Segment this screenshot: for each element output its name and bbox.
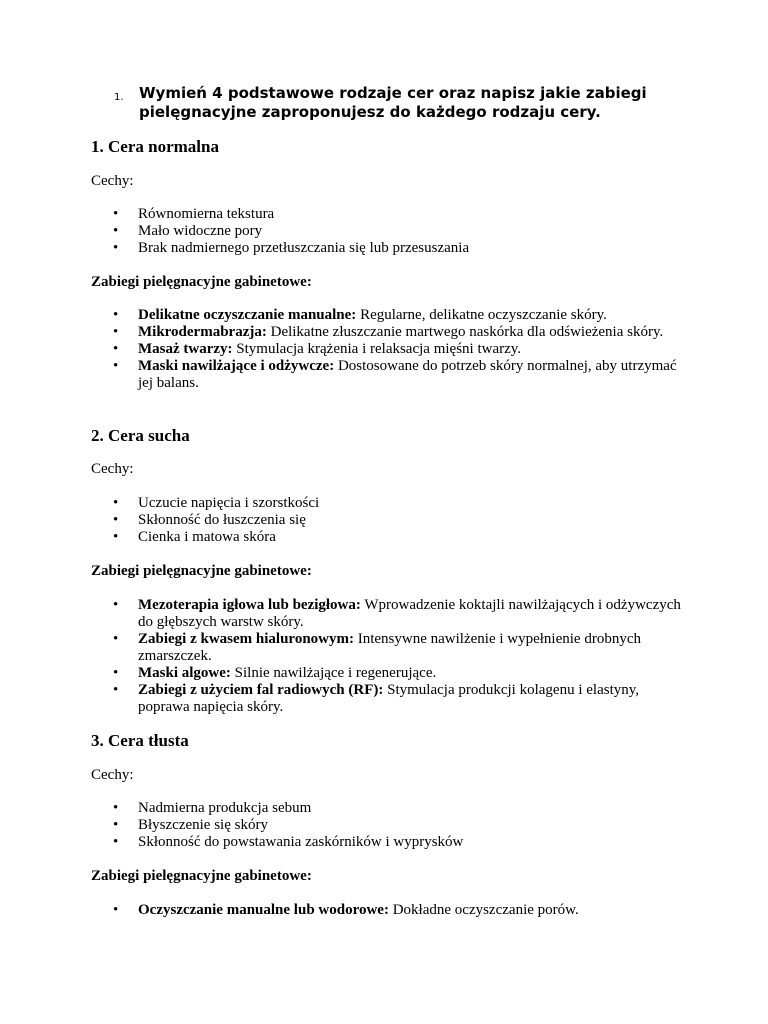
traits-label: Cechy: <box>91 461 134 477</box>
bullet-icon: • <box>113 341 119 357</box>
bullet-icon: • <box>113 223 119 239</box>
section-title: 1. Cera normalna <box>91 137 219 156</box>
treatments-list <box>91 307 691 392</box>
section-title: 2. Cera sucha <box>91 426 190 445</box>
list-item: • Zabiegi z kwasem hialuronowym: Intensywne nawilżenie i wypełnienie drobnych zmarszczek. <box>113 631 641 664</box>
section-title: 3. Cera tłusta <box>91 731 189 750</box>
traits-label: Cechy: <box>91 767 134 783</box>
treatments-label: Zabiegi pielęgnacyjne gabinetowe: <box>91 868 312 884</box>
question-number: 1. <box>114 92 124 103</box>
list-item: • Błyszczenie się skóry <box>113 817 268 833</box>
traits-label: Cechy: <box>91 173 134 189</box>
list-item: • Uczucie napięcia i szorstkości <box>113 495 320 511</box>
treatments-label: Zabiegi pielęgnacyjne gabinetowe: <box>91 563 312 579</box>
bullet-icon: • <box>113 800 119 816</box>
bullet-icon: • <box>113 324 119 340</box>
bullet-icon: • <box>113 665 119 681</box>
list-item: • Brak nadmiernego przetłuszczania się lub przesuszania <box>113 240 470 256</box>
bullet-icon: • <box>113 817 119 833</box>
traits-list <box>91 495 691 546</box>
bullet-icon: • <box>113 512 119 528</box>
list-item: • Zabiegi z użyciem fal radiowych (RF): Stymulacja produkcji kolagenu i elastyny, poprawa napięcia skóry. <box>113 682 640 715</box>
list-item: • Delikatne oczyszczanie manualne: Regularne, delikatne oczyszczanie skóry. <box>113 307 607 323</box>
traits-list <box>91 800 691 851</box>
bullet-icon: • <box>113 495 119 511</box>
list-item: • Masaż twarzy: Stymulacja krążenia i relaksacja mięśni twarzy. <box>113 341 522 357</box>
list-item: • Skłonność do łuszczenia się <box>113 512 306 528</box>
bullet-icon: • <box>113 597 119 613</box>
traits-list <box>91 206 691 257</box>
list-item: • Mezoterapia igłowa lub bezigłowa: Wprowadzenie koktajli nawilżających i odżywczych do głębszych warstw skóry. <box>113 597 681 630</box>
list-item: • Mało widoczne pory <box>113 223 263 239</box>
list-item: • Mikrodermabrazja: Delikatne złuszczanie martwego naskórka dla odświeżenia skóry. <box>113 324 664 340</box>
bullet-icon: • <box>113 834 119 850</box>
bullet-icon: • <box>113 682 119 698</box>
treatments-list <box>91 902 691 919</box>
list-item: • Maski algowe: Silnie nawilżające i regenerujące. <box>113 665 437 681</box>
bullet-icon: • <box>113 631 119 647</box>
list-item: • Oczyszczanie manualne lub wodorowe: Dokładne oczyszczanie porów. <box>113 902 579 918</box>
bullet-icon: • <box>113 529 119 545</box>
bullet-icon: • <box>113 240 119 256</box>
list-item: • Skłonność do powstawania zaskórników i wyprysków <box>113 834 464 850</box>
treatments-list <box>91 597 691 716</box>
list-item: • Nadmierna produkcja sebum <box>113 800 312 816</box>
list-item: • Maski nawilżające i odżywcze: Dostosowane do potrzeb skóry normalnej, aby utrzymać jej balans. <box>113 358 677 391</box>
treatments-label: Zabiegi pielęgnacyjne gabinetowe: <box>91 274 312 290</box>
bullet-icon: • <box>113 358 119 374</box>
bullet-icon: • <box>113 902 119 918</box>
bullet-icon: • <box>113 206 119 222</box>
list-item: • Równomierna tekstura <box>113 206 275 222</box>
question-line-2: pielęgnacyjne zaproponujesz do każdego rodzaju cery. <box>139 103 601 121</box>
question-text <box>139 84 699 122</box>
bullet-icon: • <box>113 307 119 323</box>
list-item: • Cienka i matowa skóra <box>113 529 276 545</box>
question-line-1: Wymień 4 podstawowe rodzaje cer oraz napisz jakie zabiegi <box>139 84 647 102</box>
